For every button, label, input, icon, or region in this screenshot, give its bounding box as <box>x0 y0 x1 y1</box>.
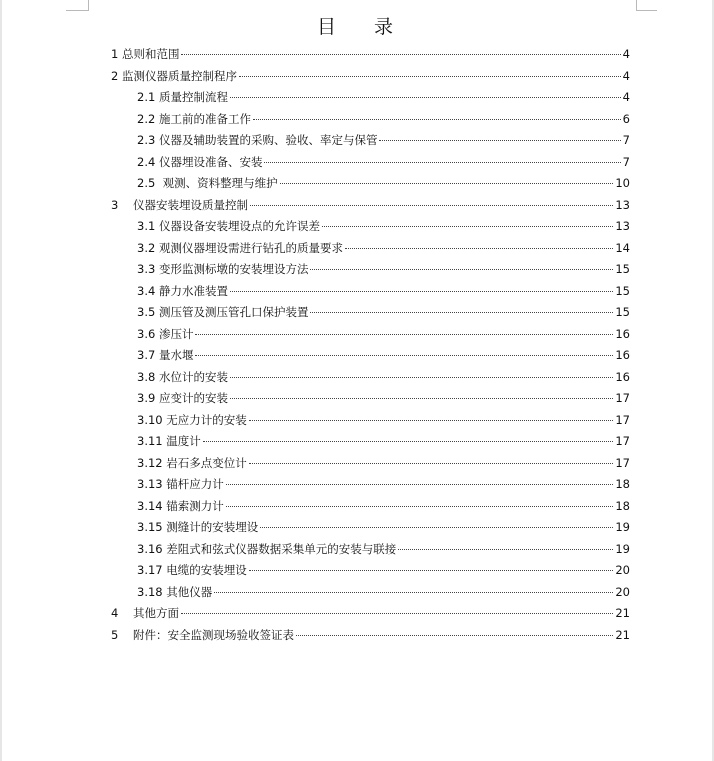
toc-entry-number: 3.12 <box>137 455 167 470</box>
toc-entry-label: 仪器埋设准备、安装 <box>158 154 263 169</box>
toc-entry-page-number: 20 <box>615 584 630 599</box>
toc-dot-leader <box>249 570 614 571</box>
toc-dot-leader <box>239 76 621 77</box>
toc-entry[interactable] <box>137 433 630 449</box>
toc-entry-number: 2.5 <box>137 176 159 190</box>
toc-entry-label: 锚索测力计 <box>166 498 224 513</box>
toc-entry-number: 3.14 <box>137 498 167 513</box>
toc-entry[interactable] <box>137 304 630 320</box>
toc-dot-leader <box>226 484 614 485</box>
toc-entry-page-number: 6 <box>622 111 630 126</box>
toc-entry-number: 3.7 <box>137 348 159 362</box>
toc-entry[interactable] <box>137 390 630 406</box>
toc-entry-page-number: 13 <box>615 219 630 233</box>
toc-entry-label: 观测、资料整理与维护 <box>158 176 278 190</box>
crop-mark-top-left <box>66 0 89 11</box>
toc-dot-leader <box>181 613 613 614</box>
toc-entry-page-number: 16 <box>615 369 630 384</box>
toc-entry[interactable] <box>137 455 630 471</box>
toc-dot-leader <box>249 420 614 421</box>
toc-entry[interactable] <box>111 197 630 213</box>
toc-entry-label: 总则和范围 <box>121 47 180 61</box>
toc-dot-leader <box>230 97 621 98</box>
toc-entry-label: 水位计的安装 <box>158 369 228 384</box>
toc-entry[interactable] <box>137 562 630 578</box>
toc-entry[interactable] <box>137 154 630 170</box>
toc-entry[interactable] <box>111 605 630 621</box>
toc-dot-leader <box>310 312 613 313</box>
toc-entry-label: 其他仪器 <box>166 584 213 599</box>
toc-dot-leader <box>253 119 621 120</box>
toc-entry-label: 测压管及测压管孔口保护装置 <box>158 305 309 319</box>
toc-entry-label: 无应力计的安装 <box>166 412 247 427</box>
toc-entry-label: 施工前的准备工作 <box>158 111 251 126</box>
toc-entry-page-number: 15 <box>615 283 630 298</box>
toc-entry-label: 温度计 <box>166 434 201 448</box>
toc-entry-label: 仪器及辅助装置的采购、验收、率定与保管 <box>158 133 378 147</box>
toc-entry[interactable] <box>137 476 630 492</box>
toc-entry-label: 仪器设备安装埋设点的允许误差 <box>158 219 320 233</box>
toc-entry[interactable] <box>137 283 630 299</box>
toc-entry-number: 3.18 <box>137 584 167 599</box>
toc-entry-number: 3.11 <box>137 434 167 448</box>
toc-dot-leader <box>203 441 614 442</box>
toc-entry-label: 测缝计的安装埋设 <box>166 520 259 534</box>
toc-entry[interactable] <box>111 627 630 643</box>
toc-entry-page-number: 10 <box>615 176 630 190</box>
toc-entry-label: 锚杆应力计 <box>166 477 224 491</box>
toc-entry-number: 3.5 <box>137 305 159 319</box>
toc-entry-label: 电缆的安装埋设 <box>166 563 247 577</box>
toc-entry[interactable] <box>137 498 630 514</box>
toc-entry-label: 变形监测标墩的安装埋设方法 <box>158 262 309 276</box>
crop-mark-top-right <box>636 0 657 11</box>
toc-entry-page-number: 17 <box>615 391 630 405</box>
toc-dot-leader <box>250 205 613 206</box>
toc-entry-label: 量水堰 <box>158 348 194 362</box>
toc-entry-number: 3.9 <box>137 391 159 405</box>
toc-dot-leader <box>310 269 613 270</box>
toc-entry[interactable] <box>137 369 630 385</box>
toc-entry-number: 3.3 <box>137 262 159 276</box>
toc-entry-page-number: 17 <box>615 434 630 448</box>
toc-entry-number: 3.4 <box>137 283 159 298</box>
toc-dot-leader <box>195 334 613 335</box>
toc-entry[interactable] <box>137 218 630 234</box>
toc-entry[interactable] <box>137 89 630 105</box>
toc-entry-page-number: 4 <box>622 90 630 104</box>
toc-entry-label: 差阻式和弦式仪器数据采集单元的安装与联接 <box>166 541 397 556</box>
toc-dot-leader <box>398 549 613 550</box>
toc-entry[interactable] <box>137 347 630 363</box>
toc-entry-page-number: 4 <box>622 47 630 61</box>
toc-entry-page-number: 15 <box>615 305 630 319</box>
toc-dot-leader <box>345 248 613 249</box>
toc-entry-page-number: 16 <box>615 326 630 341</box>
toc-entry-page-number: 20 <box>615 563 630 577</box>
toc-entry-number: 3.15 <box>137 520 167 534</box>
toc-entry-page-number: 16 <box>615 348 630 362</box>
toc-entry-page-number: 18 <box>615 477 630 491</box>
toc-entry-number: 2.4 <box>137 154 159 169</box>
toc-entry-page-number: 21 <box>615 627 630 642</box>
toc-entry-page-number: 14 <box>615 240 630 255</box>
toc-dot-leader <box>249 463 614 464</box>
toc-dot-leader <box>296 635 613 636</box>
toc-dot-leader <box>264 162 620 163</box>
toc-entry[interactable] <box>137 261 630 277</box>
toc-entry-page-number: 15 <box>615 262 630 276</box>
toc-entry[interactable] <box>111 68 630 84</box>
toc-entry-number: 3.8 <box>137 369 159 384</box>
toc-entry-page-number: 13 <box>615 197 630 212</box>
toc-entry-label: 监测仪器质量控制程序 <box>121 68 237 83</box>
toc-entry-label: 渗压计 <box>158 326 194 341</box>
toc-entry[interactable] <box>137 111 630 127</box>
toc-entry-label: 观测仪器埋设需进行钻孔的质量要求 <box>158 240 343 255</box>
toc-entry[interactable] <box>137 132 630 148</box>
toc-entry-page-number: 18 <box>615 498 630 513</box>
toc-entry-number: 3 <box>111 197 133 212</box>
toc-entry-label: 其他方面 <box>132 606 179 620</box>
toc-title: 目 录 <box>316 16 410 38</box>
toc-entry-page-number: 19 <box>615 541 630 556</box>
toc-entry[interactable] <box>111 46 630 62</box>
toc-entry-page-number: 7 <box>622 133 630 147</box>
toc-entry-label: 仪器安装埋设质量控制 <box>132 197 248 212</box>
toc-entry-number: 3.16 <box>137 541 167 556</box>
toc-dot-leader <box>230 377 613 378</box>
toc-dot-leader <box>260 527 613 528</box>
toc-entry[interactable] <box>137 584 630 600</box>
toc-entry[interactable] <box>137 519 630 535</box>
toc-entry-number: 3.17 <box>137 563 167 577</box>
toc-entry-page-number: 17 <box>615 455 630 470</box>
toc-entry[interactable] <box>137 412 630 428</box>
toc-entry-label: 质量控制流程 <box>158 90 228 104</box>
toc-entry[interactable] <box>137 326 630 342</box>
toc-entry-number: 3.10 <box>137 412 167 427</box>
toc-entry-page-number: 21 <box>615 606 630 620</box>
toc-entry-number: 3.2 <box>137 240 159 255</box>
toc-entry-label: 附件：安全监测现场验收签证表 <box>132 627 294 642</box>
toc-entry-number: 2 <box>111 68 122 83</box>
toc-entry-page-number: 4 <box>622 68 630 83</box>
toc-entry-label: 静力水准装置 <box>158 283 228 298</box>
toc-dot-leader <box>195 355 613 356</box>
toc-entry-number: 3.6 <box>137 326 159 341</box>
toc-entry-number: 2.3 <box>137 133 159 147</box>
toc-entry[interactable] <box>137 240 630 256</box>
toc-entry-page-number: 7 <box>622 154 630 169</box>
toc-entry-number: 5 <box>111 627 133 642</box>
toc-dot-leader <box>226 506 614 507</box>
toc-entry-number: 1 <box>111 47 122 61</box>
toc-dot-leader <box>379 140 620 141</box>
toc-dot-leader <box>230 398 613 399</box>
toc-entry-number: 2.2 <box>137 111 159 126</box>
toc-entry-page-number: 17 <box>615 412 630 427</box>
toc-entry[interactable] <box>137 175 630 191</box>
toc-entry-number: 4 <box>111 606 133 620</box>
toc-dot-leader <box>181 54 620 55</box>
page-left-edge <box>0 0 2 761</box>
toc-dot-leader <box>214 592 613 593</box>
toc-entry-label: 岩石多点变位计 <box>166 455 247 470</box>
toc-entry-label: 应变计的安装 <box>158 391 228 405</box>
toc-entry-number: 2.1 <box>137 90 159 104</box>
toc-dot-leader <box>322 226 613 227</box>
toc-entry-number: 3.1 <box>137 219 159 233</box>
toc-entry-page-number: 19 <box>615 520 630 534</box>
toc-entry-number: 3.13 <box>137 477 167 491</box>
toc-dot-leader <box>230 291 613 292</box>
toc-entry[interactable] <box>137 541 630 557</box>
toc-dot-leader <box>280 183 614 184</box>
